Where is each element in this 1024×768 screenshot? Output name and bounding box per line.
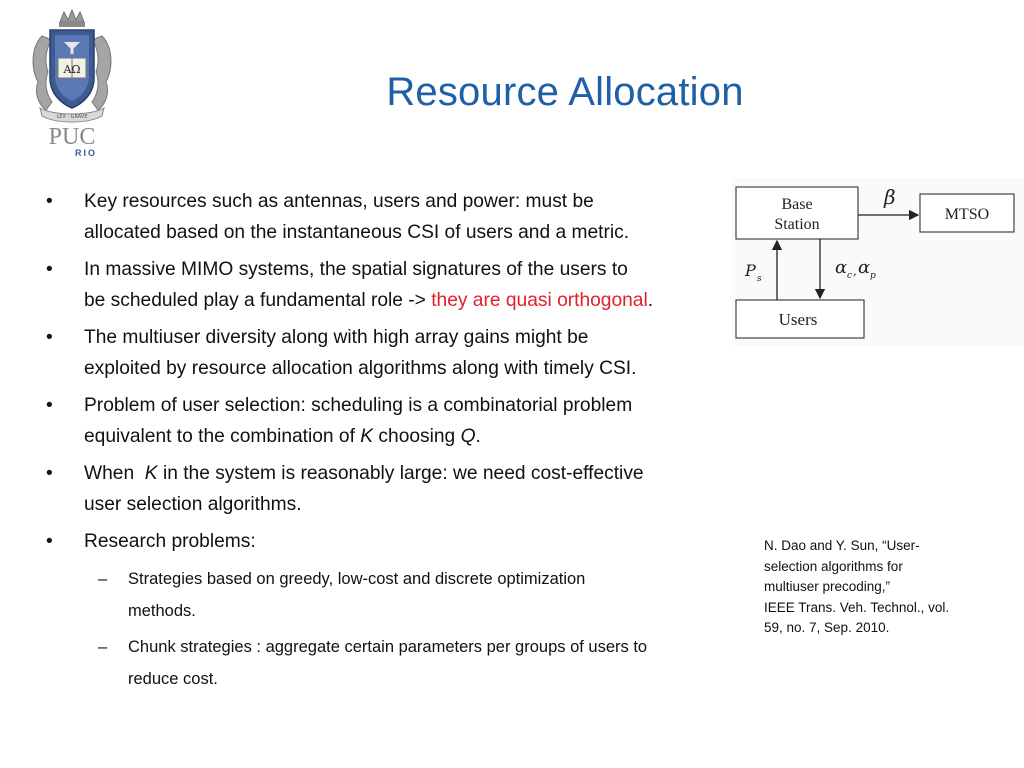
text-run: . [475,426,481,447]
bullet-marker: • [46,531,53,552]
sub-bullet-item [40,631,720,695]
citation-line: multiuser precoding,” [764,579,891,594]
text-run: in the system is reasonably large: we need cost-effective [157,463,644,484]
bullet-line: Problem of user selection: scheduling is a combinatorial problem [84,395,633,416]
seal-text: ΑΩ [63,63,81,76]
highlight-text: they are quasi orthogonal [431,290,648,311]
puc-rio-logo [24,6,120,158]
ribbon-text: LEX · GRAVE [56,114,88,120]
alpha-p-label: α [858,257,871,278]
sub-bullet-line: Chunk strategies : aggregate certain parameters per groups of users to [128,638,648,656]
bullet-marker: • [46,327,53,348]
sub-bullet-line: reduce cost. [128,670,218,688]
bullet-item [40,186,720,248]
bullet-line [84,285,720,316]
bullet-list [40,186,720,699]
logo-subtext: RIO [74,148,98,158]
users-label: Users [778,310,818,329]
citation-line: N. Dao and Y. Sun, “User- [764,538,920,553]
bullet-item [40,322,720,384]
text-run: . [647,290,654,311]
citation-line: 59, no. 7, Sep. 2010. [764,620,890,635]
bullet-line: In massive MIMO systems, the spatial signatures of the users to [84,259,628,280]
mtso-label: MTSO [944,206,990,223]
sub-bullet-item [40,563,720,627]
text-run: When [84,463,145,484]
bullet-item [40,254,720,316]
bullet-marker: • [46,259,53,280]
bullet-marker: • [46,463,53,484]
university-crest-icon [24,6,120,158]
sub-bullet-line: methods. [128,602,196,620]
system-diagram [732,178,1024,346]
sub-bullet-line: Strategies based on greedy, low-cost and discrete optimization [128,570,586,588]
alpha-p-subscript: p [870,271,876,281]
sub-bullet-marker: – [98,570,108,588]
beta-label: β [884,185,896,209]
bullet-item [40,390,720,452]
bullet-line: Research problems: [84,531,256,552]
ps-label: P [745,261,756,280]
math-var-q: Q [460,426,476,447]
citation-line: IEEE Trans. Veh. Technol., vol. [764,599,950,615]
alpha-comma: , [853,264,857,278]
bullet-line: Key resources such as antennas, users and power: must be [84,191,594,212]
base-station-label: Station [774,216,820,233]
text-run: equivalent to the combination of [84,426,361,447]
block-diagram [732,178,1024,346]
base-station-label: Base [781,196,813,213]
math-var-k: K [144,463,158,484]
citation [764,536,994,639]
bullet-line: allocated based on the instantaneous CSI of users and a metric. [84,222,630,243]
alpha-c-subscript: c [847,271,853,281]
text-run: choosing [373,426,461,447]
ps-subscript: s [757,274,762,284]
bullet-item [40,458,720,520]
citation-line: selection algorithms for [764,558,903,574]
alpha-c-label: α [835,257,848,278]
bullet-marker: • [46,191,53,212]
slide-title: Resource Allocation [386,70,744,114]
logo-text: PUC [48,124,96,150]
sub-bullet-marker: – [98,638,108,656]
bullet-line: exploited by resource allocation algorithms along with timely CSI. [84,358,637,379]
bullet-item [40,526,720,557]
bullet-line: user selection algorithms. [84,494,302,515]
bullet-line: The multiuser diversity along with high array gains might be [84,327,589,348]
bullet-marker: • [46,395,53,416]
bullet-line [84,421,720,452]
bullet-line [84,458,720,489]
math-var-k: K [360,426,374,447]
text-run: be scheduled play a fundamental role -> [84,290,432,311]
